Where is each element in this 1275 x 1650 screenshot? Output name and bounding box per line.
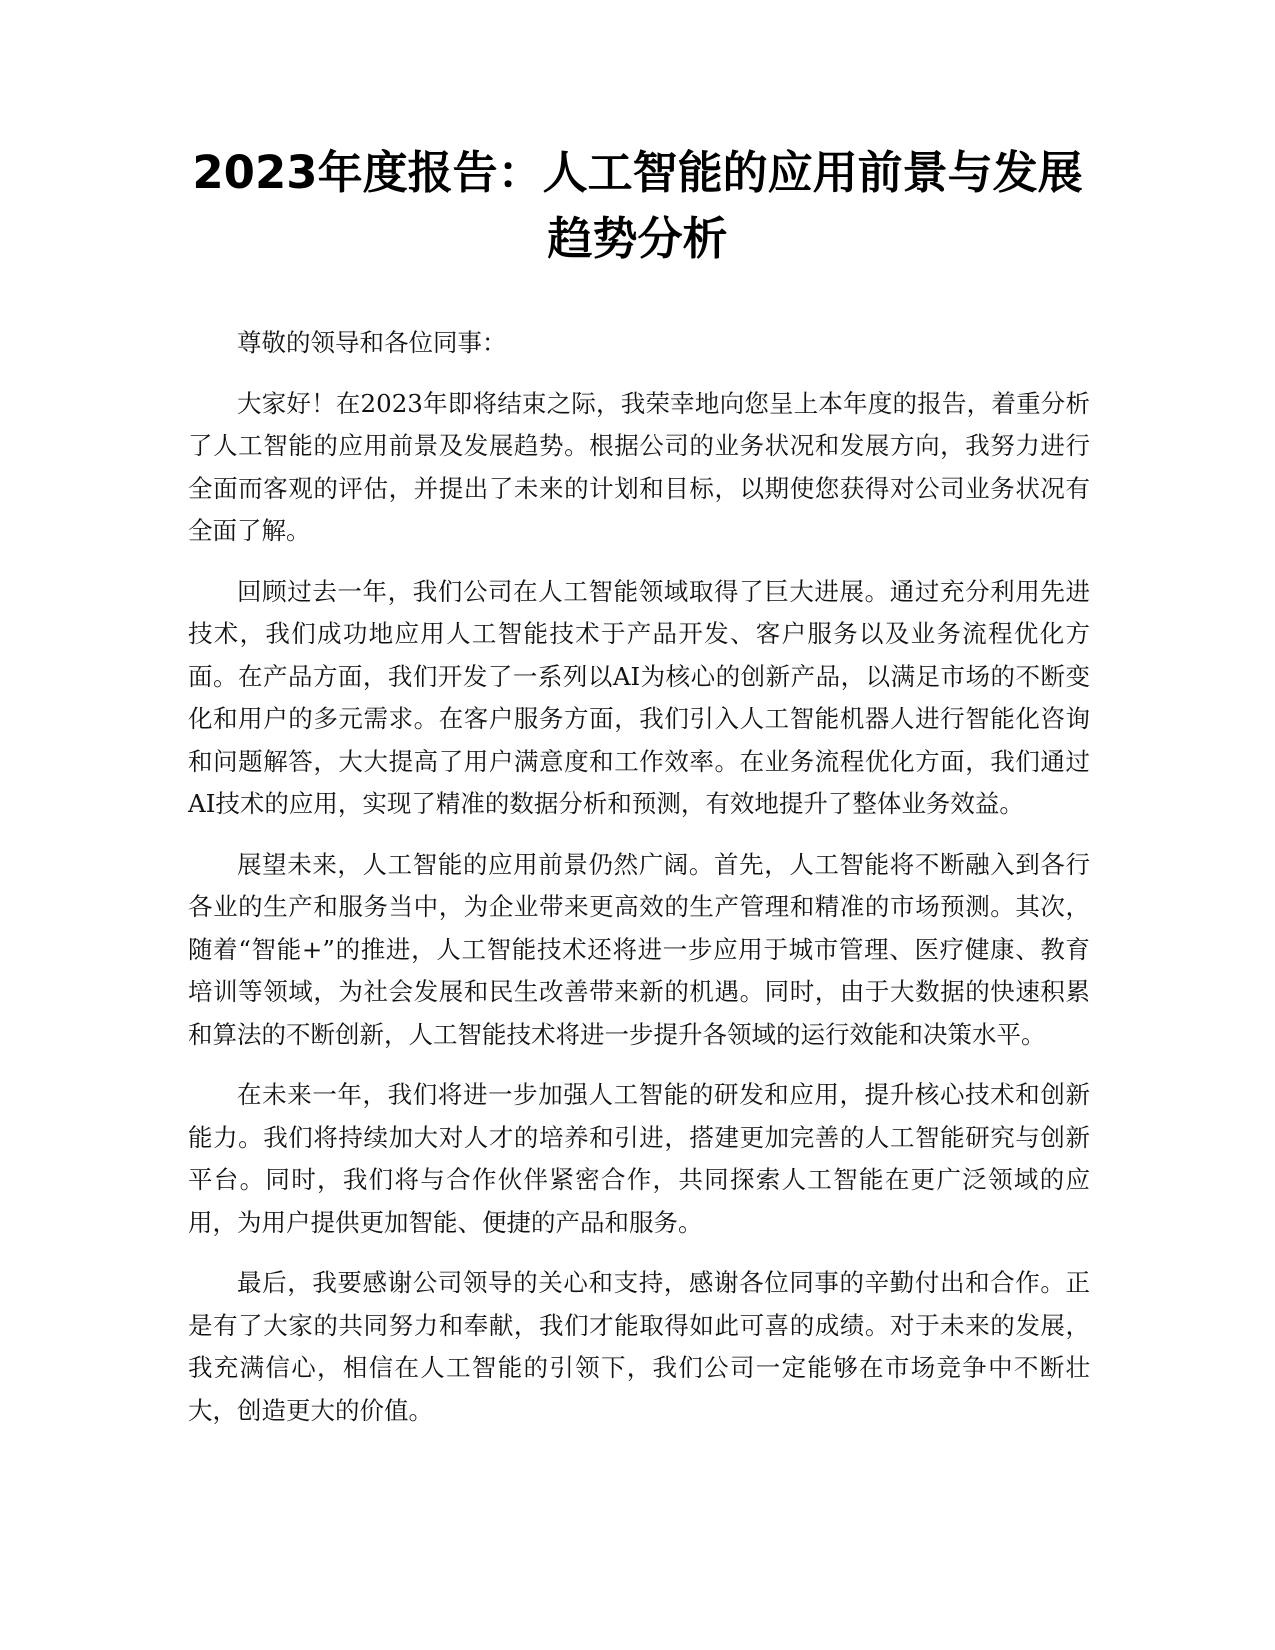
document-title: 2023年度报告：人工智能的应用前景与发展趋势分析: [192, 146, 1083, 265]
salutation: 尊敬的领导和各位同事：: [237, 328, 507, 357]
document-body: [188, 322, 1090, 1450]
paragraph-closing: 最后，我要感谢公司领导的关心和支持，感谢各位同事的辛勤付出和合作。正是有了大家的共同努力和奉献，我们才能取得如此可喜的成绩。对于未来的发展，我充满信心，相信在人工智能的引领下，我们公司一定能够在市场竞争中不断壮大，创造更大的价值。: [188, 1268, 1090, 1425]
paragraph-outlook: 展望未来，人工智能的应用前景仍然广阔。首先，人工智能将不断融入到各行各业的生产和服务当中，为企业带来更高效的生产管理和精准的市场预测。其次，随着“智能+”的推进，人工智能技术还将进一步应用于城市管理、医疗健康、教育培训等领域，为社会发展和民生改善带来新的机遇。同时，由于大数据的快速积累和算法的不断创新，人工智能技术将进一步提升各领域的运行效能和决策水平。: [188, 849, 1090, 1049]
paragraph-plan: 在未来一年，我们将进一步加强人工智能的研发和应用，提升核心技术和创新能力。我们将持续加大对人才的培养和引进，搭建更加完善的人工智能研究与创新平台。同时，我们将与合作伙伴紧密合作，共同探索人工智能在更广泛领域的应用，为用户提供更加智能、便捷的产品和服务。: [188, 1080, 1090, 1237]
paragraph-intro: 大家好！在2023年即将结束之际，我荣幸地向您呈上本年度的报告，着重分析了人工智能的应用前景及发展趋势。根据公司的业务状况和发展方向，我努力进行全面而客观的评估，并提出了未来的计划和目标，以期使您获得对公司业务状况有全面了解。: [188, 388, 1090, 545]
paragraph-review: 回顾过去一年，我们公司在人工智能领域取得了巨大进展。通过充分利用先进技术，我们成功地应用人工智能技术于产品开发、客户服务以及业务流程优化方面。在产品方面，我们开发了一系列以AI为核心的创新产品，以满足市场的不断变化和用户的多元需求。在客户服务方面，我们引入人工智能机器人进行智能化咨询和问题解答，大大提高了用户满意度和工作效率。在业务流程优化方面，我们通过AI技术的应用，实现了精准的数据分析和预测，有效地提升了整体业务效益。: [188, 576, 1090, 818]
